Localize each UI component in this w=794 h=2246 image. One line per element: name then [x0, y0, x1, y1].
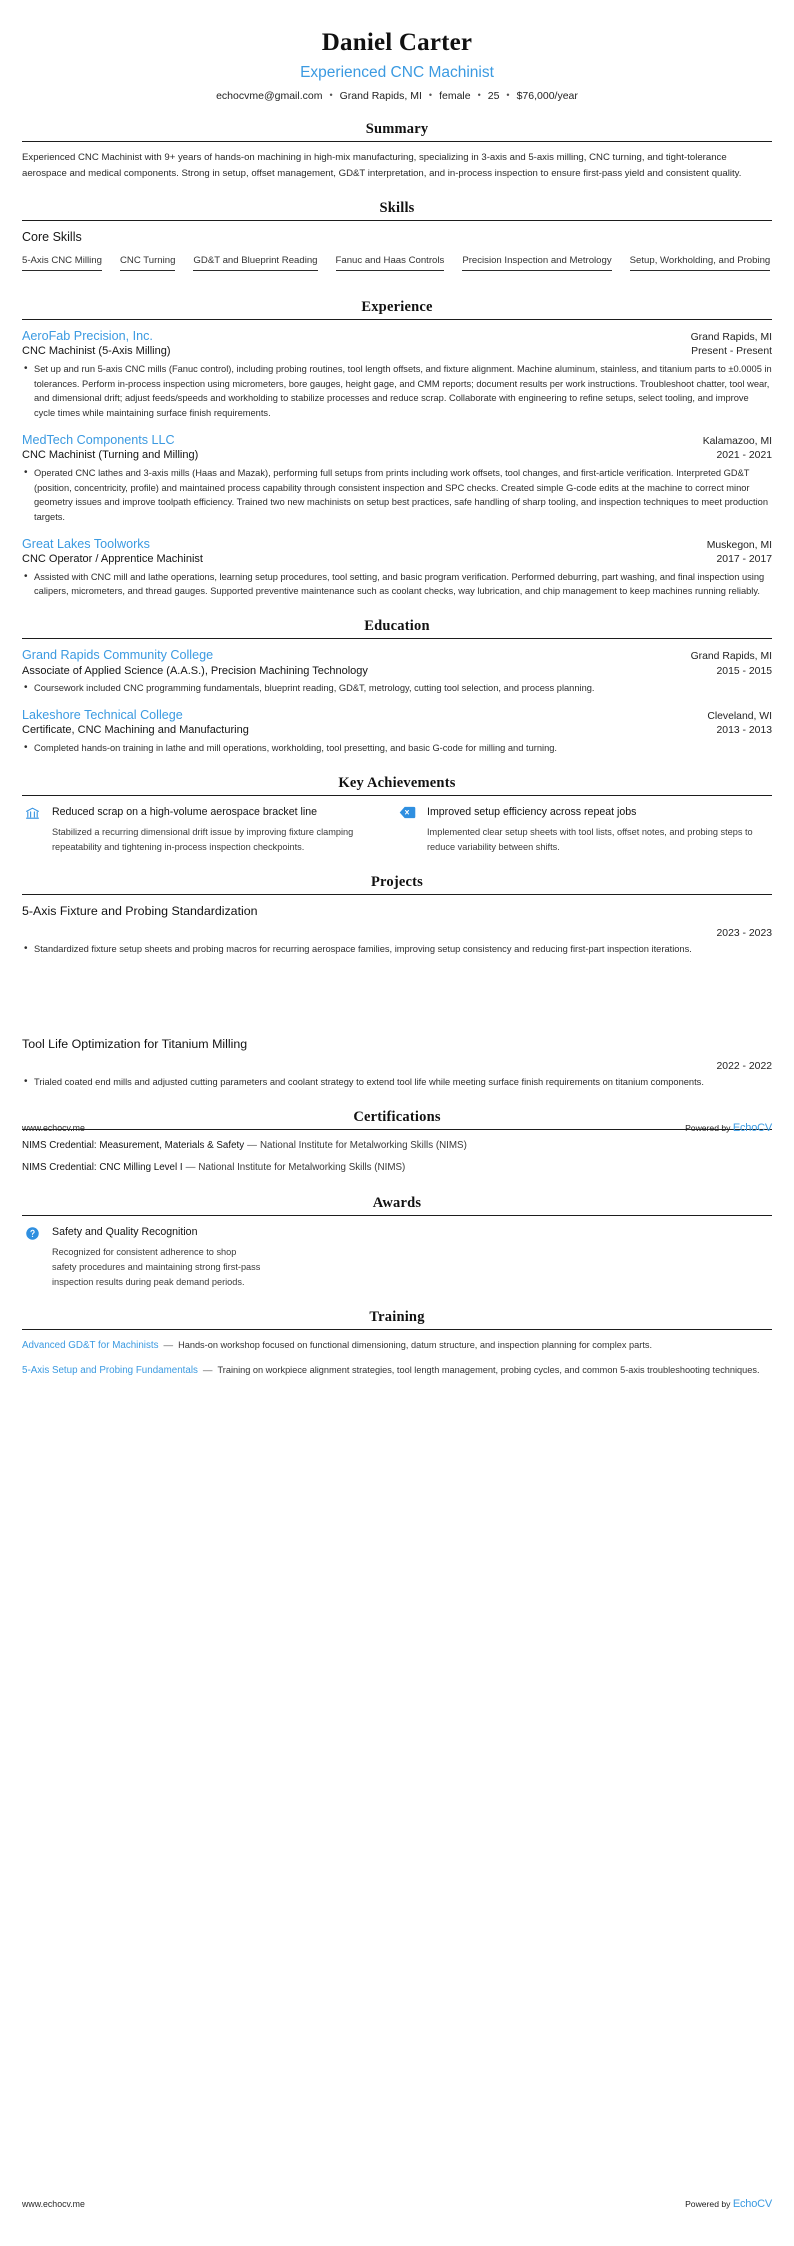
certification-issuer: National Institute for Metalworking Skills (NIMS)	[259, 1139, 467, 1151]
experience-location: Kalamazoo, MI	[702, 435, 772, 447]
certification-row	[22, 1160, 772, 1176]
section-key-achievements	[22, 775, 772, 855]
training-dash: —	[202, 1365, 213, 1377]
contact-age: 25	[487, 90, 500, 103]
section-title-experience: Experience	[361, 298, 433, 315]
education-entry	[22, 647, 772, 696]
contact-separator-icon: •	[477, 90, 481, 101]
bullet-item: • Coursework included CNC programming fundamentals, blueprint reading, GD&T, metrology, cutting tool selection, and process planning.	[22, 681, 772, 696]
project-bullets	[22, 942, 772, 957]
section-certifications	[22, 1109, 772, 1176]
certification-name: NIMS Credential: Measurement, Materials & Safety	[22, 1139, 245, 1151]
bullet-item: • Assisted with CNC mill and lathe operations, learning setup procedures, tool setting, and basic program verification. Performed deburring, part washing, and final inspection using calipers, micrometers, and thread gauges. Supported preventive maintenance such as coolant checks, way lubrication, and chip management to keep machines running reliably.	[22, 570, 772, 599]
contact-email: echocvme@gmail.com	[216, 90, 323, 103]
experience-bullets	[22, 466, 772, 525]
award-card	[22, 1224, 772, 1290]
section-title-skills: Skills	[379, 200, 415, 217]
certification-dash: —	[185, 1162, 196, 1174]
achievement-grid	[22, 804, 772, 855]
bullet-item: • Operated CNC lathes and 3-axis mills (Haas and Mazak), performing full setups from prints including work offsets, tool changes, and first-article verification. Interpreted GD&T (position, concentricity, profile) and maintained process capability through consistent inspection and SPC checks. Created simple G-code edits at the machine to correct minor geometry issues and improve toolpath efficiency. Trained two new machinists on setup best practices, safe handling of sharp tooling, and inspection techniques to meet production targets.	[22, 466, 772, 525]
section-training	[22, 1309, 772, 1379]
project-bullets	[22, 1075, 772, 1090]
skills-group-title: Core Skills	[22, 230, 82, 245]
education-bullets	[22, 681, 772, 696]
section-title-training: Training	[369, 1308, 425, 1325]
section-title-key-achievements: Key Achievements	[338, 774, 456, 791]
skill-chip: Fanuc and Haas Controls	[336, 253, 445, 271]
tag-label-icon	[397, 804, 417, 819]
footer-powered-label: Powered by	[685, 2199, 731, 2209]
experience-org: MedTech Components LLC	[22, 432, 175, 447]
contact-location: Grand Rapids, MI	[339, 90, 422, 103]
education-location: Cleveland, WI	[707, 711, 772, 723]
experience-location: Grand Rapids, MI	[690, 331, 772, 343]
achievement-title: Improved setup efficiency across repeat jobs	[427, 805, 637, 818]
experience-role: CNC Machinist (5-Axis Milling)	[22, 345, 171, 358]
education-dates: 2015 - 2015	[716, 665, 772, 677]
experience-dates: Present - Present	[691, 346, 772, 358]
achievement-title: Reduced scrap on a high-volume aerospace bracket line	[52, 805, 317, 818]
experience-bullets	[22, 570, 772, 599]
education-entry	[22, 707, 772, 756]
experience-location: Muskegon, MI	[706, 539, 772, 551]
section-education	[22, 618, 772, 756]
education-location: Grand Rapids, MI	[690, 651, 772, 663]
section-rule	[22, 220, 772, 221]
skill-chip: Precision Inspection and Metrology	[462, 253, 611, 271]
section-rule	[22, 1215, 772, 1216]
award-description: Recognized for consistent adherence to shop safety procedures and maintaining strong first-pass inspection results during peak demand periods.	[52, 1247, 261, 1287]
education-degree: Certificate, CNC Machining and Manufacturing	[22, 724, 249, 737]
section-awards	[22, 1195, 772, 1290]
contact-separator-icon: •	[428, 90, 433, 101]
page-footer	[22, 1122, 772, 1134]
certification-name: NIMS Credential: CNC Milling Level I	[22, 1162, 183, 1174]
footer-powered-label: Powered by	[685, 1123, 731, 1133]
experience-dates: 2021 - 2021	[716, 450, 772, 461]
training-name: Advanced GD&T for Machinists	[22, 1339, 159, 1351]
experience-dates: 2017 - 2017	[716, 553, 772, 565]
section-rule	[22, 894, 772, 895]
footer-brand: EchoCV	[732, 1122, 772, 1134]
certification-issuer: National Institute for Metalworking Skills (NIMS)	[198, 1162, 406, 1174]
award-badge-icon	[22, 1224, 42, 1241]
resume-header	[22, 0, 772, 102]
education-school: Lakeshore Technical College	[22, 708, 183, 723]
bullet-item: • Completed hands-on training in lathe and mill operations, workholding, tool presetting, and basic G-code for milling and turning.	[22, 741, 772, 756]
training-description: Hands-on workshop focused on functional dimensioning, datum structure, and inspection planning for complex parts.	[178, 1339, 653, 1350]
section-title-projects: Projects	[370, 873, 424, 890]
footer-powered-by	[685, 2198, 772, 2210]
section-rule	[22, 638, 772, 639]
footer-powered-by	[685, 1122, 772, 1134]
skill-chip: Setup, Workholding, and Probing	[630, 253, 771, 271]
section-rule	[22, 319, 772, 320]
bullet-item: • Standardized fixture setup sheets and probing macros for recurring aerospace families, improving setup consistency and reducing first-part inspection iterations.	[22, 942, 772, 957]
contact-separator-icon: •	[329, 90, 333, 101]
page-footer	[22, 2198, 772, 2210]
education-degree: Associate of Applied Science (A.A.S.), Precision Machining Technology	[22, 664, 368, 677]
candidate-headline: Experienced CNC Machinist	[300, 64, 494, 81]
summary-text: Experienced CNC Machinist with 9+ years of hands-on machining in high-mix manufacturing, specializing in 3-axis and 5-axis milling, CNC turning, and tight-tolerance aerospace and medical components. Strong in setup, offset management, GD&T interpretation, and in-process inspection to ensure first-pass yield and consistent quality.	[22, 152, 742, 179]
achievement-card	[397, 804, 772, 855]
section-title-summary: Summary	[365, 121, 429, 138]
training-name: 5-Axis Setup and Probing Fundamentals	[22, 1365, 198, 1377]
bullet-item: • Trialed coated end mills and adjusted cutting parameters and coolant strategy to extend tool life while meeting surface finish requirements on titanium components.	[22, 1075, 772, 1090]
education-school: Grand Rapids Community College	[22, 648, 214, 663]
certification-dash: —	[247, 1139, 257, 1151]
section-title-certifications: Certifications	[353, 1108, 441, 1125]
section-title-education: Education	[364, 618, 430, 635]
section-rule	[22, 795, 772, 796]
section-projects	[22, 874, 772, 956]
bank-building-icon	[22, 804, 42, 821]
skill-list	[22, 253, 772, 280]
footer-website: www.echocv.me	[22, 2199, 85, 2209]
experience-bullets	[22, 362, 772, 421]
training-description: Training on workpiece alignment strategies, tool length management, probing cycles, and common 5-axis troubleshooting techniques.	[217, 1365, 760, 1376]
project-dates: 2023 - 2023	[716, 927, 772, 939]
award-title: Safety and Quality Recognition	[52, 1225, 198, 1238]
section-summary	[22, 121, 772, 181]
contact-salary: $76,000/year	[516, 90, 578, 103]
education-dates: 2013 - 2013	[716, 725, 772, 737]
section-title-awards: Awards	[372, 1194, 422, 1211]
project-entry	[22, 1036, 772, 1089]
bullet-item: • Set up and run 5-axis CNC mills (Fanuc control), including probing routines, tool length offsets, and fixture alignment. Machine aluminum, stainless, and titanium parts to ±0.0005 in tolerances. Perform in-process inspection using micrometers, bore gauges, height gage, and CMM reports; document results per work instructions. Troubleshoot chatter, tool wear, and dimensional drift; adjust feeds/speeds and workholding to stabilize processes and reduce scrap. Collaborate with engineering to refine setups, select tooling, and improve cycle times while maintaining surface finish requirements.	[22, 362, 772, 421]
training-row	[22, 1338, 772, 1354]
experience-entry	[22, 536, 772, 600]
achievement-description: Implemented clear setup sheets with tool lists, offset notes, and probing steps to reduce variability between shifts.	[427, 826, 753, 852]
contact-separator-icon: •	[506, 90, 510, 101]
training-dash: —	[163, 1339, 174, 1351]
education-bullets	[22, 741, 772, 756]
experience-org: Great Lakes Toolworks	[22, 536, 150, 551]
project-title: 5-Axis Fixture and Probing Standardization	[22, 903, 258, 918]
experience-role: CNC Machinist (Turning and Milling)	[22, 449, 199, 461]
achievement-description: Stabilized a recurring dimensional drift issue by improving fixture clamping repeatability and tightening in-process inspection checkpoints.	[52, 826, 354, 852]
section-rule	[22, 1329, 772, 1330]
section-skills	[22, 200, 772, 279]
certification-row	[22, 1138, 772, 1154]
skill-chip: 5-Axis CNC Milling	[22, 253, 102, 271]
experience-role: CNC Operator / Apprentice Machinist	[22, 552, 203, 565]
experience-org: AeroFab Precision, Inc.	[22, 328, 153, 343]
experience-entry	[22, 432, 772, 525]
section-experience	[22, 299, 772, 599]
contact-gender: female	[439, 90, 471, 103]
footer-brand: EchoCV	[732, 2198, 772, 2210]
skill-chip: CNC Turning	[120, 253, 175, 271]
footer-website: www.echocv.me	[22, 1123, 85, 1133]
project-entry	[22, 903, 772, 956]
experience-entry	[22, 328, 772, 421]
project-title: Tool Life Optimization for Titanium Milling	[22, 1037, 248, 1052]
skill-chip: GD&T and Blueprint Reading	[193, 253, 317, 271]
section-rule	[22, 141, 772, 142]
project-dates: 2022 - 2022	[716, 1060, 772, 1072]
training-row	[22, 1363, 772, 1379]
candidate-name: Daniel Carter	[321, 29, 473, 56]
achievement-card	[22, 804, 397, 855]
contact-line	[22, 90, 772, 102]
